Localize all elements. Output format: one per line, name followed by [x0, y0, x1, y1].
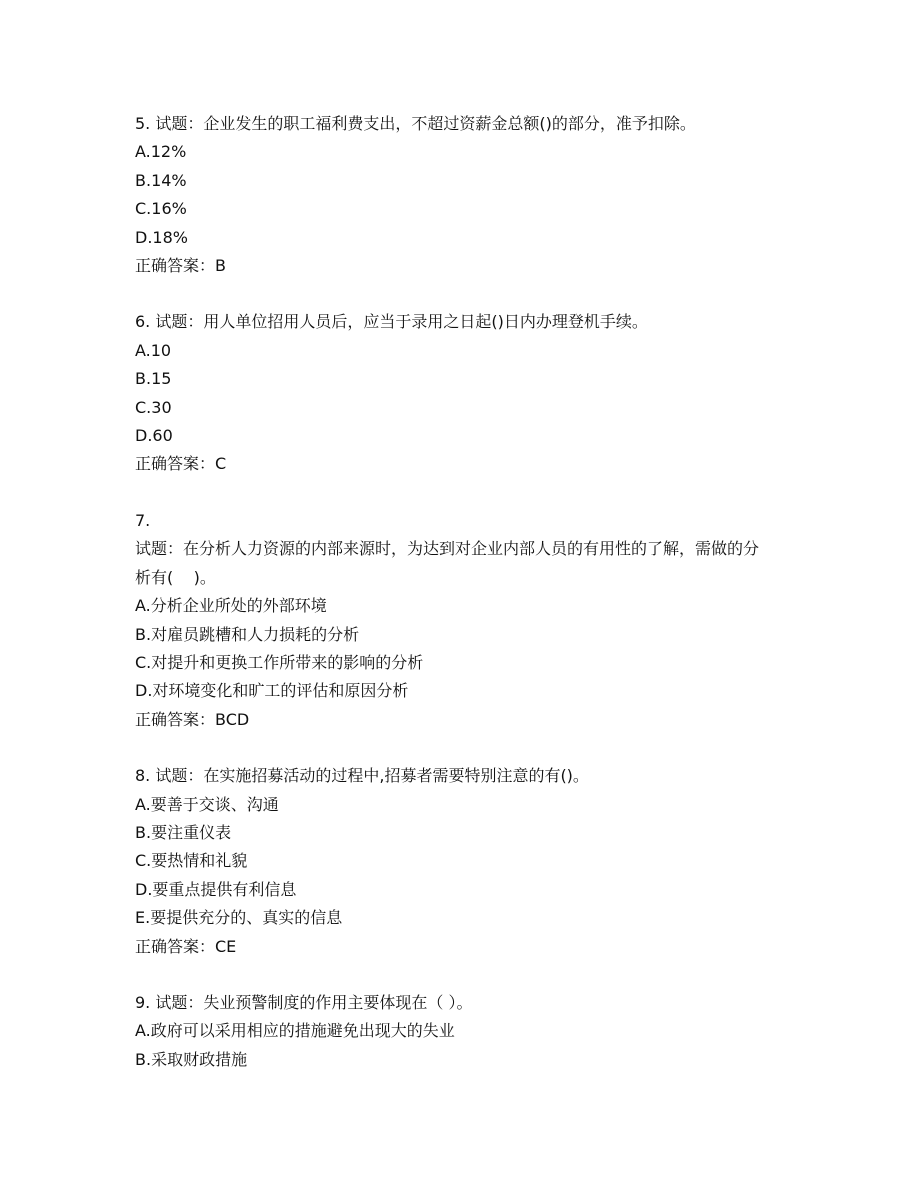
option-c: C.16% [135, 199, 187, 219]
option-d: D.18% [135, 227, 188, 247]
option-a: A.要善于交谈、沟通 [135, 794, 279, 814]
option-b: B.对雇员跳槽和人力损耗的分析 [135, 624, 360, 644]
question-6 [135, 308, 795, 478]
question-7 [135, 507, 795, 734]
question-stem: 9. 试题：失业预警制度的作用主要体现在（ ）。 [135, 992, 473, 1012]
correct-answer: 正确答案：CE [135, 936, 237, 956]
correct-answer: 正确答案：C [135, 454, 227, 474]
question-stem: 试题：在分析人力资源的内部来源时，为达到对企业内部人员的有用性的了解，需做的分 [135, 539, 760, 559]
question-stem: 6. 试题：用人单位招用人员后，应当于录用之日起()日内办理登机手续。 [135, 312, 648, 332]
question-stem-continued: 析有( )。 [135, 567, 216, 587]
option-c: C.30 [135, 397, 172, 417]
option-d: D.要重点提供有利信息 [135, 879, 297, 899]
option-b: B.14% [135, 170, 187, 190]
option-a: A.12% [135, 142, 187, 162]
correct-answer: 正确答案：B [135, 256, 226, 276]
option-e: E.要提供充分的、真实的信息 [135, 908, 343, 928]
question-8 [135, 762, 795, 961]
correct-answer: 正确答案：BCD [135, 709, 250, 729]
question-stem: 8. 试题：在实施招募活动的过程中,招募者需要特别注意的有()。 [135, 766, 589, 786]
option-d: D.对环境变化和旷工的评估和原因分析 [135, 681, 409, 701]
option-a: A.10 [135, 340, 172, 360]
question-number: 7. [135, 510, 151, 530]
option-b: B.采取财政措施 [135, 1049, 248, 1069]
option-c: C.要热情和礼貌 [135, 851, 248, 871]
question-5 [135, 110, 795, 280]
option-b: B.要注重仪表 [135, 822, 232, 842]
option-d: D.60 [135, 426, 173, 446]
option-a: A.分析企业所处的外部环境 [135, 596, 327, 616]
option-b: B.15 [135, 369, 172, 389]
question-list [135, 110, 795, 1102]
option-a: A.政府可以采用相应的措施避免出现大的失业 [135, 1021, 455, 1041]
question-9 [135, 989, 795, 1074]
option-c: C.对提升和更换工作所带来的影响的分析 [135, 652, 424, 672]
question-stem: 5. 试题：企业发生的职工福利费支出，不超过资薪金总额()的部分，准予扣除。 [135, 114, 696, 133]
